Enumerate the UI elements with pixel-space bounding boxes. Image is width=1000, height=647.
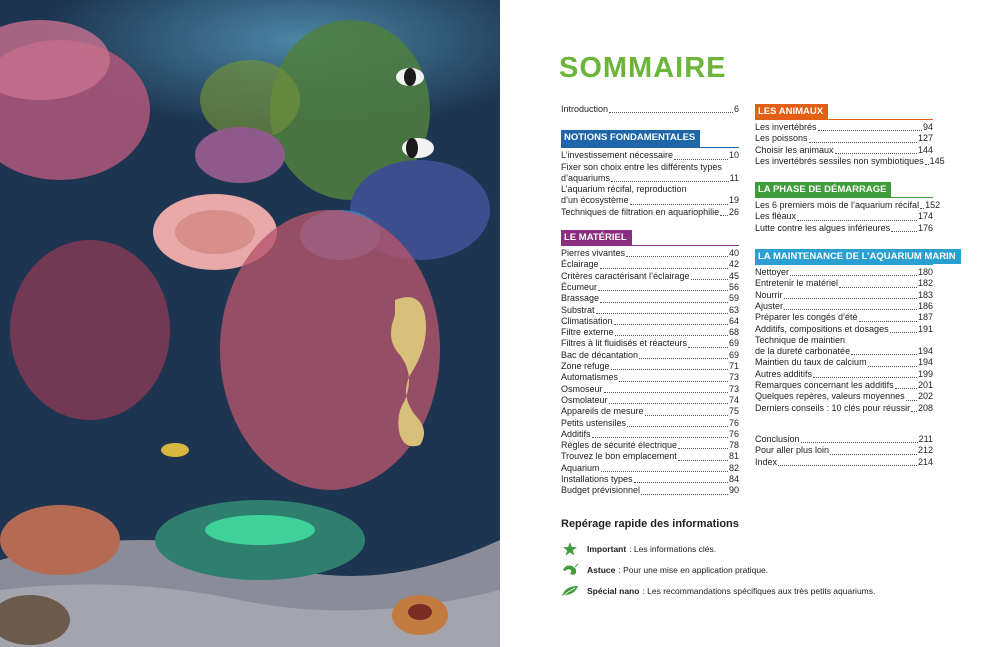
toc-entry[interactable] [755, 403, 933, 414]
leader-dots [906, 400, 917, 401]
toc-entry-label: Les invertébrés sessiles non symbiotiques [755, 155, 924, 166]
legend-item-important [561, 539, 981, 559]
toc-entry[interactable] [561, 384, 739, 395]
section-rule [561, 245, 739, 246]
toc-entry-label: Petits ustensiles [561, 417, 627, 428]
toc-entry[interactable] [561, 451, 739, 462]
toc-entry[interactable] [561, 406, 739, 417]
toc-entry[interactable] [755, 357, 933, 368]
toc-entry-label: Pour aller plus loin [755, 445, 830, 456]
toc-entry-page: 202 [917, 391, 933, 402]
toc-entry[interactable] [561, 395, 739, 406]
section-list-animaux [755, 122, 945, 167]
toc-entry[interactable] [561, 162, 739, 173]
section-heading-maintenance: LA MAINTENANCE DE L’AQUARIUM MARIN [755, 249, 961, 264]
toc-entry-label: Osmolateur [561, 394, 608, 405]
toc-entry[interactable] [561, 327, 739, 338]
toc-entry[interactable] [755, 211, 933, 222]
toc-entry[interactable] [561, 485, 739, 496]
toc-entry-label: Pierres vivantes [561, 248, 626, 259]
toc-entry-page: 145 [929, 155, 945, 166]
toc-entry[interactable] [755, 278, 933, 289]
leader-dots [609, 403, 728, 404]
toc-entry-label: Éclairage [561, 259, 599, 270]
leader-dots [790, 275, 917, 276]
toc-entry-page: 63 [728, 304, 739, 315]
leader-dots [611, 369, 728, 370]
toc-entry-page: 174 [917, 211, 933, 222]
leader-dots [813, 377, 917, 378]
toc-entry[interactable] [755, 122, 933, 133]
toc-entry-label: Budget prévisionnel [561, 485, 641, 496]
toc-entry-page: 176 [917, 222, 933, 233]
leader-dots [920, 208, 924, 209]
toc-entry-page: 11 [729, 172, 739, 183]
toc-entry-label: Les fléaux [755, 211, 797, 222]
toc-entry[interactable] [561, 350, 739, 361]
leader-dots [691, 279, 728, 280]
toc-entry-page: 144 [917, 144, 933, 155]
leader-dots [626, 256, 728, 257]
toc-entry[interactable] [755, 133, 933, 144]
section-list-maintenance [755, 267, 933, 414]
toc-entry-page: 19 [728, 195, 739, 206]
leader-dots [688, 347, 728, 348]
toc-entry-label: Brassage [561, 293, 600, 304]
legend-text: : Pour une mise en application pratique. [618, 565, 769, 575]
leader-dots [611, 181, 729, 182]
toc-entry-page: 6 [733, 104, 739, 114]
toc-entry-label: d’aquariums [561, 172, 611, 183]
toc-entry[interactable] [755, 200, 941, 211]
toc-entry-page: 68 [728, 327, 739, 338]
leader-dots [641, 494, 728, 495]
legend-item-nano [561, 581, 981, 601]
toc-entry-label: Les 6 premiers mois de l’aquarium récifal [755, 200, 920, 211]
toc-entry-label: Osmoseur [561, 383, 603, 394]
legend-text: : Les recommandations spécifiques aux très petits aquariums. [642, 586, 876, 596]
toc-entry-label: Techniques de filtration en aquariophilie [561, 206, 720, 217]
toc-entry[interactable] [561, 195, 739, 206]
toc-entry-label: Derniers conseils : 10 clés pour réussir [755, 402, 911, 413]
toc-entry-label: Filtres à lit fluidisés et réacteurs [561, 338, 688, 349]
toc-entry[interactable] [561, 173, 739, 184]
shrimp-icon [561, 562, 579, 578]
section-list-end [755, 434, 933, 468]
toc-entry-label: Nettoyer [755, 267, 790, 278]
legend-item-astuce [561, 560, 981, 580]
legend-label: Astuce [587, 565, 616, 575]
section-rule [755, 264, 933, 265]
toc-entry-page: 40 [728, 248, 739, 259]
leader-dots [634, 482, 728, 483]
leader-dots [592, 437, 728, 438]
toc-entry-label: Les invertébrés [755, 122, 817, 132]
toc-entry[interactable] [561, 474, 739, 485]
toc-entry-page: 82 [728, 462, 739, 473]
toc-entry-label: Quelques repères, valeurs moyennes [755, 391, 905, 402]
toc-entry-label: Remarques concernant les additifs [755, 380, 894, 391]
leader-dots [839, 287, 917, 288]
toc-entry-label: Maintien du taux de calcium [755, 357, 867, 368]
toc-entry[interactable] [561, 361, 739, 372]
toc-entry[interactable] [755, 346, 933, 357]
toc-entry-page: 94 [922, 122, 933, 132]
toc-entry-label: Préparer les congés d’été [755, 312, 858, 323]
toc-entry[interactable] [755, 335, 933, 346]
toc-entry-label: Choisir les animaux [755, 144, 834, 155]
leader-dots [797, 220, 917, 221]
toc-entry-page: 69 [728, 338, 739, 349]
toc-entry-label: Zone refuge [561, 361, 610, 372]
toc-entry-page: 194 [917, 346, 933, 357]
page-title: SOMMAIRE [559, 52, 727, 84]
leader-dots [784, 298, 917, 299]
toc-entry[interactable] [561, 316, 739, 327]
toc-entry[interactable] [561, 282, 739, 293]
legend-label: Spécial nano [587, 586, 640, 596]
toc-entry-label: Additifs, compositions et dosages [755, 323, 889, 334]
toc-entry[interactable] [561, 207, 739, 218]
leader-dots [604, 392, 728, 393]
toc-entry[interactable] [561, 293, 739, 304]
toc-entry-page: 211 [918, 433, 933, 444]
leader-dots [925, 164, 929, 165]
toc-entry-label: Index [755, 456, 778, 467]
toc-entry-page: 84 [728, 474, 739, 485]
toc-entry[interactable] [561, 271, 739, 282]
section-list-demarrage [755, 200, 941, 234]
toc-entry-page: 45 [728, 270, 739, 281]
toc-entry[interactable] [561, 429, 739, 440]
leader-dots [818, 130, 922, 131]
toc-entry-page: 73 [728, 383, 739, 394]
toc-entry-page: 214 [917, 456, 933, 467]
toc-entry[interactable] [755, 312, 933, 323]
toc-entry-label: Ajuster [755, 300, 784, 311]
toc-entry-label: Filtre externe [561, 327, 614, 338]
toc-entry-page: 74 [728, 394, 739, 405]
leader-dots [891, 231, 917, 232]
toc-entry-page: 187 [917, 312, 933, 323]
leaf-icon [561, 583, 579, 599]
leader-dots [645, 415, 728, 416]
toc-entry[interactable] [755, 324, 933, 335]
toc-entry-label: Appareils de mesure [561, 406, 644, 417]
toc-entry-label: Bac de décantation [561, 349, 639, 360]
leader-dots [601, 471, 728, 472]
toc-entry[interactable] [561, 248, 739, 259]
toc-entry-label: Substrat [561, 304, 595, 315]
toc-entry[interactable] [755, 457, 933, 468]
toc-entry[interactable] [755, 445, 933, 456]
section-list-materiel [561, 248, 739, 497]
leader-dots [851, 354, 917, 355]
toc-entry-page: 56 [728, 281, 739, 292]
leader-dots [835, 153, 917, 154]
leader-dots [630, 204, 728, 205]
section-heading-demarrage: LA PHASE DE DÉMARRAGE [755, 182, 891, 197]
toc-entry-label: Introduction [561, 104, 609, 114]
leader-dots [911, 411, 917, 412]
leader-dots [639, 358, 728, 359]
leader-dots [784, 309, 917, 310]
toc-entry[interactable] [561, 418, 739, 429]
toc-entry-label: Trouvez le bon emplacement [561, 451, 677, 462]
toc-entry[interactable] [755, 155, 945, 167]
toc-entry-page: 10 [728, 150, 739, 161]
toc-entry-label: Technique de maintien [755, 334, 846, 345]
star-icon [561, 541, 579, 557]
toc-entry-page: 42 [728, 259, 739, 270]
toc-entry-label: d’un écosystème [561, 195, 629, 206]
toc-entry[interactable] [755, 434, 933, 445]
toc-entry-page: 201 [917, 380, 933, 391]
leader-dots [830, 454, 917, 455]
leader-dots [778, 465, 917, 466]
toc-entry-page: 64 [728, 315, 739, 326]
toc-entry-label: Additifs [561, 428, 591, 439]
toc-entry[interactable] [755, 391, 933, 402]
leader-dots [674, 159, 728, 160]
toc-entry-page: 78 [728, 440, 739, 451]
toc-entry-page: 81 [728, 451, 739, 462]
toc-entry-page: 186 [917, 300, 933, 311]
leader-dots [895, 388, 917, 389]
toc-entry[interactable] [561, 184, 739, 195]
leader-dots [801, 442, 918, 443]
leader-dots [859, 321, 917, 322]
toc-entry-label: Fixer son choix entre les différents types [561, 161, 722, 172]
leader-dots [809, 142, 917, 143]
leader-dots [720, 215, 728, 216]
toc-entry-page: 194 [917, 357, 933, 368]
toc-entry-label: Entretenir le matériel [755, 278, 839, 289]
toc-entry-page: 199 [917, 368, 933, 379]
toc-entry[interactable] [755, 369, 933, 380]
toc-entry-page: 90 [728, 485, 739, 496]
toc-entry[interactable] [755, 301, 933, 312]
leader-dots [890, 332, 917, 333]
toc-entry-page: 69 [728, 349, 739, 360]
toc-entry-page: 152 [925, 200, 941, 211]
toc-entry[interactable] [561, 338, 739, 349]
toc-entry-page: 212 [917, 445, 933, 456]
toc-entry-label: Règles de sécurité électrique [561, 440, 678, 451]
toc-left-column [561, 104, 739, 497]
section-rule [755, 197, 933, 198]
leader-dots [615, 335, 728, 336]
toc-entry-label: Automatismes [561, 372, 619, 383]
toc-entry-label: Écumeur [561, 281, 598, 292]
toc-entry[interactable] [755, 223, 933, 234]
toc-entry-page: 182 [917, 278, 933, 289]
toc-entry-page: 76 [728, 417, 739, 428]
toc-entry-page: 75 [728, 406, 739, 417]
toc-entry[interactable] [755, 380, 933, 391]
leader-dots [627, 426, 728, 427]
toc-entry-page: 180 [917, 267, 933, 278]
toc-entry-page: 76 [728, 428, 739, 439]
legend-text: : Les informations clés. [629, 544, 717, 554]
section-heading-materiel: LE MATÉRIEL [561, 230, 632, 245]
toc-entry-label: Nourrir [755, 289, 783, 300]
legend-label: Important [587, 544, 627, 554]
toc-entry-page: 26 [728, 206, 739, 217]
leader-dots [609, 112, 733, 113]
section-rule [755, 119, 933, 120]
toc-entry-label: Aquarium [561, 462, 600, 473]
leader-dots [600, 268, 728, 269]
toc-entry-label: Installations types [561, 474, 633, 485]
toc-entry-label: L’investissement nécessaire [561, 150, 674, 161]
leader-dots [596, 313, 728, 314]
section-heading-notions: NOTIONS FONDAMENTALES [561, 130, 700, 147]
section-heading-animaux: LES ANIMAUX [755, 104, 828, 119]
leader-dots [678, 448, 728, 449]
leader-dots [868, 366, 917, 367]
legend-heading: Repérage rapide des informations [561, 518, 739, 530]
toc-right-column [755, 104, 956, 468]
toc-entry[interactable] [561, 463, 739, 474]
toc-entry[interactable] [561, 372, 739, 383]
toc-entry-page: 59 [728, 293, 739, 304]
toc-entry[interactable] [755, 290, 933, 301]
contents-page [500, 0, 1000, 647]
toc-entry-label: Les poissons [755, 133, 808, 144]
toc-entry-page: 73 [728, 372, 739, 383]
leader-dots [598, 290, 728, 291]
toc-entry[interactable] [755, 267, 933, 278]
toc-entry-label: Climatisation [561, 315, 613, 326]
toc-entry-page: 183 [917, 289, 933, 300]
leader-dots [614, 324, 728, 325]
toc-entry-label: Autres additifs [755, 368, 813, 379]
toc-entry-page: 191 [917, 323, 933, 334]
toc-entry-introduction[interactable] [561, 104, 739, 115]
section-list-notions [561, 150, 739, 218]
toc-entry-page: 71 [728, 361, 739, 372]
toc-entry[interactable] [561, 150, 739, 161]
toc-entry[interactable] [755, 145, 933, 156]
toc-entry-label: Lutte contre les algues inférieures [755, 222, 891, 233]
leader-dots [600, 302, 728, 303]
toc-entry[interactable] [561, 305, 739, 316]
toc-entry-page: 127 [917, 133, 933, 144]
toc-entry-page: 208 [917, 402, 933, 413]
toc-entry-label: Conclusion [755, 433, 800, 444]
leader-dots [619, 381, 728, 382]
toc-entry-label: Critères caractérisant l’éclairage [561, 270, 690, 281]
leader-dots [678, 460, 728, 461]
toc-entry[interactable] [561, 259, 739, 270]
toc-entry-label: L’aquarium récifal, reproduction [561, 184, 687, 195]
legend [561, 518, 981, 602]
toc-entry[interactable] [561, 440, 739, 451]
section-rule [561, 147, 739, 148]
toc-entry-label: de la dureté carbonatée [755, 346, 851, 357]
